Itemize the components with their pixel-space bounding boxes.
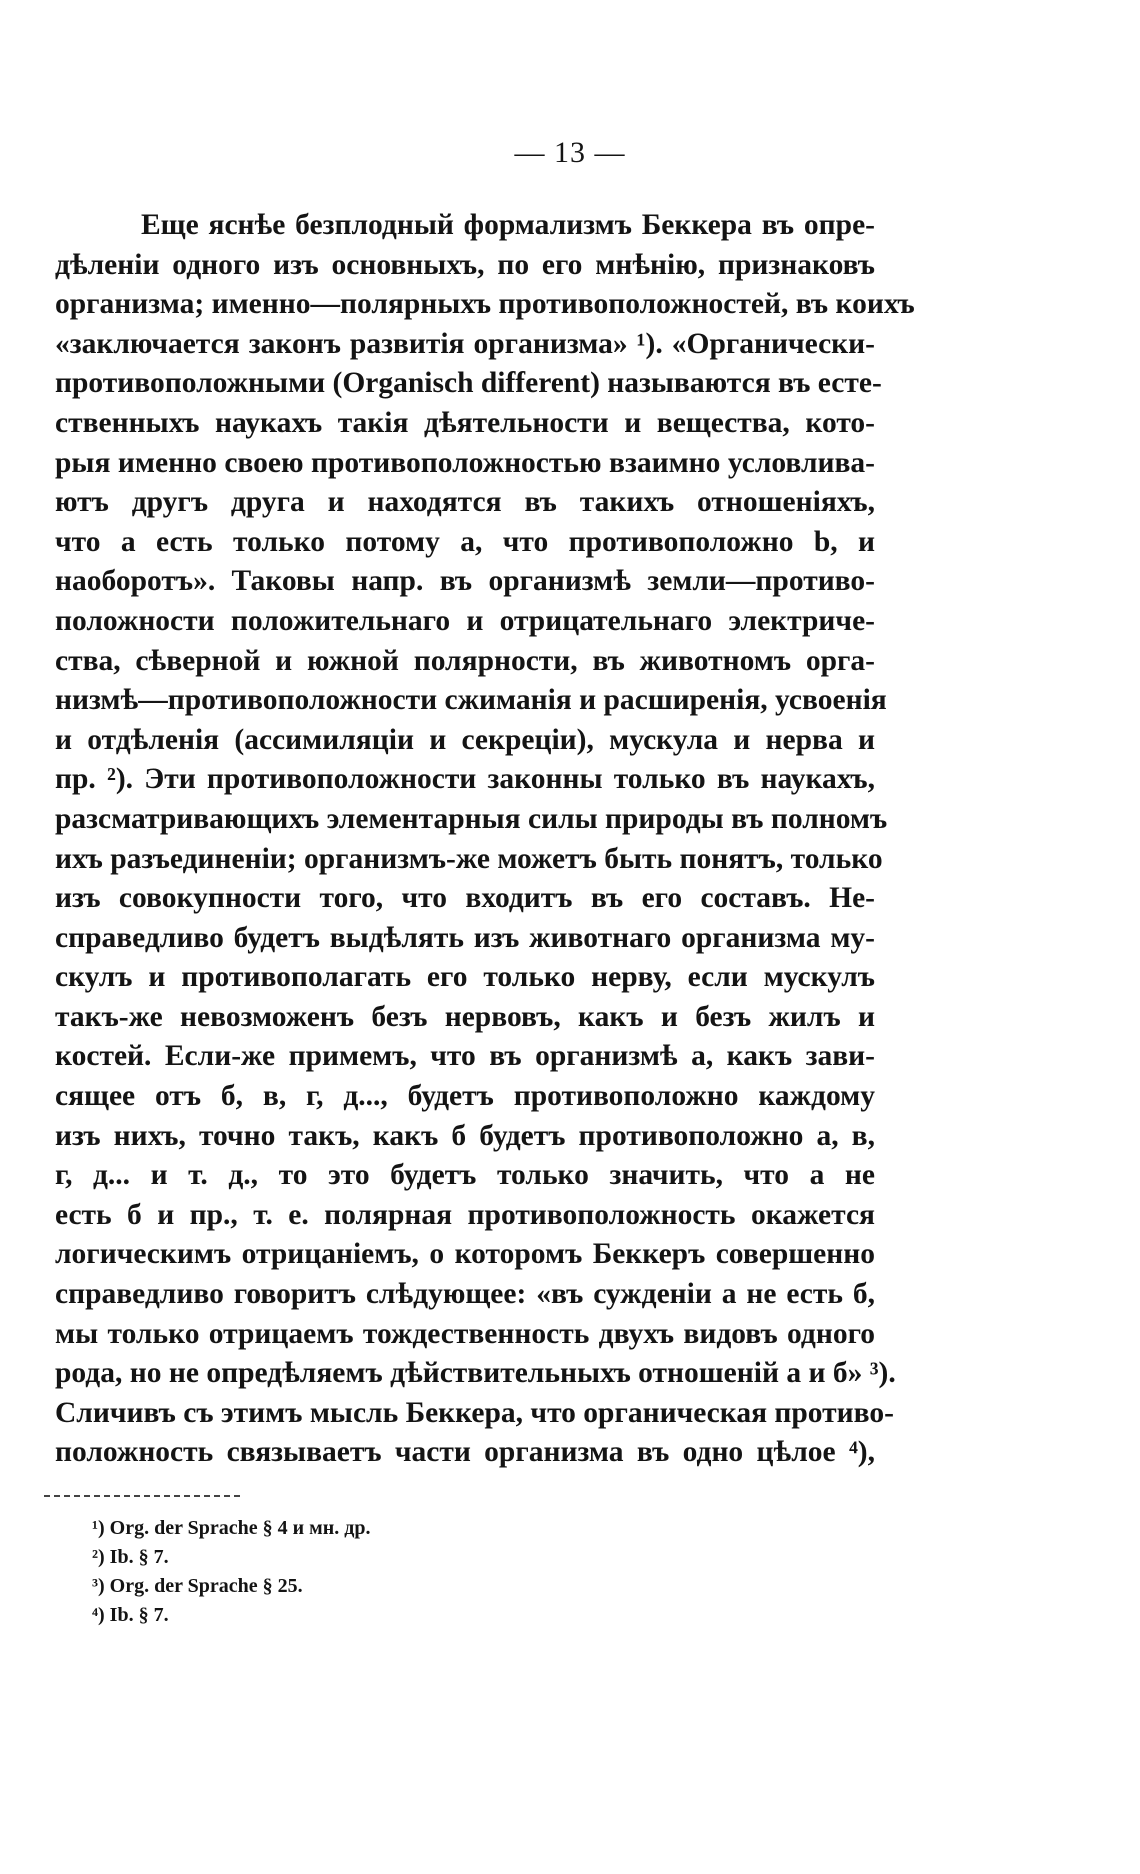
text-line: ства, сѣверной и южной полярности, въ животномъ орга- <box>55 644 875 677</box>
text-line: положность связываетъ части организма въ одно цѣлое ⁴), <box>55 1436 875 1469</box>
text-line: изъ совокупности того, что входитъ въ его составъ. Не- <box>55 882 875 915</box>
footnote: ²) Ib. § 7. <box>92 1546 169 1568</box>
text-line: низмѣ—противоположности сжиманія и расширенія, усвоенія <box>55 684 887 717</box>
text-line: костей. Если-же примемъ, что въ организмѣ а, какъ зави- <box>55 1040 875 1073</box>
main-paragraph <box>55 206 915 1473</box>
footnote: ³) Org. der Sprache § 25. <box>92 1575 303 1597</box>
text-line: ственныхъ наукахъ такія дѣятельности и вещества, кото- <box>55 406 875 439</box>
text-line: сящее отъ б, в, г, д..., будетъ противоположно каждому <box>55 1080 875 1113</box>
text-line: противоположными (Organisch different) называются въ есте- <box>55 367 882 400</box>
text-line: Сличивъ съ этимъ мысль Беккера, что органическая противо- <box>55 1396 894 1429</box>
text-line: дѣленіи одного изъ основныхъ, по его мнѣнію, признаковъ <box>55 248 875 281</box>
text-line: «заключается законъ развитія организма» ¹). «Органически- <box>55 327 875 360</box>
text-line: изъ нихъ, точно такъ, какъ б будетъ противоположно а, в, <box>55 1119 875 1152</box>
text-line: наоборотъ». Таковы напр. въ организмѣ земли—противо- <box>55 565 875 598</box>
text-line: пр. ²). Эти противоположности законны только въ наукахъ, <box>55 763 875 796</box>
text-line: ихъ разъединеніи; организмъ-же можетъ быть понятъ, только <box>55 842 883 875</box>
text-line: справедливо будетъ выдѣлять изъ животнаго организма му- <box>55 921 875 954</box>
text-line: и отдѣленія (ассимиляціи и секреціи), мускула и нерва и <box>55 723 875 756</box>
text-line: что a есть только потому a, что противоположно b, и <box>55 525 875 558</box>
text-line: справедливо говоритъ слѣдующее: «въ сужденіи а не есть б, <box>55 1278 875 1311</box>
footnote-separator <box>44 1495 240 1497</box>
text-line: такъ-же невозможенъ безъ нервовъ, какъ и безъ жилъ и <box>55 1000 875 1033</box>
text-line: разсматривающихъ элементарныя силы природы въ полномъ <box>55 802 888 835</box>
text-line: г, д... и т. д., то это будетъ только значить, что а не <box>55 1159 875 1192</box>
page-number: — 13 — <box>514 136 626 169</box>
text-line: ютъ другъ друга и находятся въ такихъ отношеніяхъ, <box>55 486 875 519</box>
footnotes <box>92 1514 371 1630</box>
text-line: рыя именно своею противоположностью взаимно условлива- <box>55 446 875 479</box>
text-line: есть б и пр., т. е. полярная противоположность окажется <box>55 1198 875 1231</box>
text-line: мы только отрицаемъ тождественность двухъ видовъ одного <box>55 1317 875 1350</box>
text-line: организма; именно—полярныхъ противоположностей, въ коихъ <box>55 288 915 321</box>
text-line: Еще яснѣе безплодный формализмъ Беккера въ опре- <box>141 209 875 241</box>
footnote: ¹) Org. der Sprache § 4 и мн. др. <box>92 1517 371 1539</box>
text-line: скулъ и противополагать его только нерву, если мускулъ <box>55 961 875 994</box>
text-line: рода, но не опредѣляемъ дѣйствительныхъ отношеній а и б» ³). <box>55 1357 896 1390</box>
footnote: ⁴) Ib. § 7. <box>92 1604 169 1626</box>
text-line: положности положительнаго и отрицательнаго электриче- <box>55 604 875 637</box>
text-line: логическимъ отрицаніемъ, о которомъ Беккеръ совершенно <box>55 1238 875 1271</box>
